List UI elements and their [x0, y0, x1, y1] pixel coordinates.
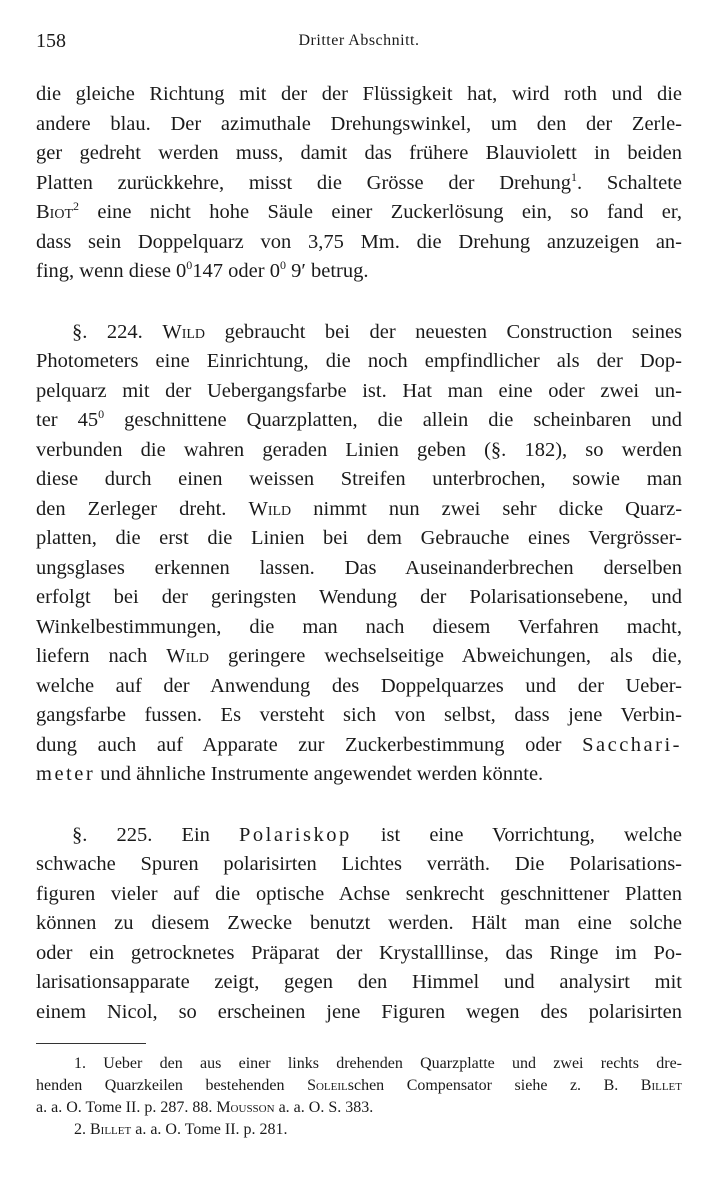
footnotes	[36, 1053, 682, 1141]
author-name: Biot	[36, 201, 73, 223]
text-span: schen Compensator siehe z. B.	[347, 1077, 619, 1094]
paragraph-gap	[36, 790, 682, 821]
text-line: oder ein getrocknetes Präparat der Krystalllinse, das Ringe im Po-	[36, 941, 682, 964]
footnote-ref: 1	[570, 169, 577, 184]
text-line	[36, 169, 682, 199]
degree-sign: 0	[98, 407, 105, 421]
section-number: §. 224.	[72, 320, 143, 343]
footnote-ref: 2	[73, 199, 79, 213]
text-span: eine nicht hohe Säule einer Zuckerlösung ein, so fand er,	[97, 201, 682, 223]
text-line: schwache Spuren polarisirten Lichtes verräth. Die Polarisations-	[36, 853, 682, 875]
text-line: die gleiche Richtung mit der der Flüssigkeit hat, wird roth und die	[36, 83, 682, 105]
footnote-line	[36, 1097, 682, 1119]
text-line: dass sein Doppelquarz von 3,75 Mm. die Drehung anzuzeigen an-	[36, 230, 682, 253]
text-line: welche auf der Anwendung des Doppelquarzes und der Ueber-	[36, 674, 682, 697]
text-span: den Zerleger dreht.	[36, 497, 227, 520]
text-line	[36, 731, 682, 761]
text-line: Winkelbestimmungen, die man nach diesem Verfahren macht,	[36, 615, 682, 638]
text-span: §. 225. Ein	[72, 823, 210, 846]
text-line	[36, 642, 682, 672]
degree-sign: 0	[279, 258, 286, 272]
text-span: geschnittene Quarzplatten, die allein die scheinbaren und	[104, 409, 682, 431]
text-span: a. a. O. Tome II. p. 287. 88.	[36, 1099, 213, 1116]
text-line: larisationsapparate zeigt, gegen den Himmel und analysirt mit	[36, 971, 682, 993]
text-line: einem Nicol, so erscheinen jene Figuren wegen des polarisirten	[36, 1000, 682, 1023]
text-span: 9′ betrug.	[285, 260, 369, 282]
text-line	[36, 760, 682, 790]
text-line: gangsfarbe fussen. Es versteht sich von selbst, dass jene Verbin-	[36, 704, 682, 726]
paragraph-1	[36, 80, 682, 287]
text-line: können zu diesem Zwecke benutzt werden. Hält man eine solche	[36, 912, 682, 934]
author-name: Mousson	[216, 1099, 275, 1116]
text-line	[36, 821, 682, 851]
text-span: geringere wechselseitige Abweichungen, als die,	[227, 645, 683, 667]
author-name: Wild	[166, 645, 209, 667]
text-span: und ähnliche Instrumente angewendet werden könnte.	[100, 763, 544, 785]
author-name: Billet	[640, 1077, 682, 1094]
emphasized-term: Polariskop	[239, 823, 352, 846]
footnote-line: 1. Ueber den aus einer links drehenden Quarzplatte und zwei rechts dre-	[74, 1055, 682, 1072]
paragraph-2	[36, 318, 682, 790]
text-span: henden Quarzkeilen bestehenden	[36, 1077, 285, 1094]
text-line: ungsglases erkennen lassen. Das Auseinanderbrechen derselben	[36, 556, 682, 579]
degree-sign: 0	[186, 258, 193, 272]
text-line	[36, 257, 682, 287]
text-line	[36, 198, 682, 228]
text-span: fing, wenn diese 0	[36, 260, 187, 282]
text-span: ist eine Vorrichtung, welche	[380, 823, 683, 846]
text-line: ger gedreht werden muss, damit das frühere Blauviolett in beiden	[36, 142, 682, 164]
text-span: gebraucht bei der neuesten Construction seines	[224, 320, 683, 343]
text-span: nimmt nun zwei sehr dicke Quarz-	[313, 497, 683, 520]
text-line: figuren vieler auf die optische Achse senkrecht geschnittener Platten	[36, 882, 682, 905]
text-line: diese durch einen weissen Streifen unterbrochen, sowie man	[36, 468, 682, 490]
text-line: platten, die erst die Linien bei dem Gebrauche eines Vergrösser-	[36, 527, 682, 549]
author-name: Wild	[162, 320, 206, 343]
text-line	[36, 495, 682, 525]
text-span: dung auch auf Apparate zur Zuckerbestimmung oder	[36, 733, 562, 756]
text-span: Platten zurückkehre, misst die Grösse der Drehung	[36, 171, 571, 194]
text-line: Photometers eine Einrichtung, die noch empfindlicher als der Dop-	[36, 350, 682, 372]
author-name: Billet	[90, 1121, 132, 1138]
text-span: 147 oder 0	[192, 260, 280, 282]
page-header	[36, 30, 682, 62]
author-name: Soleil	[307, 1077, 348, 1094]
footnote-line	[36, 1075, 682, 1097]
text-span: 2.	[74, 1121, 86, 1138]
text-line	[36, 318, 682, 348]
paragraph-gap	[36, 287, 682, 318]
text-line: erfolgt bei der geringsten Wendung der Polarisationsebene, und	[36, 586, 682, 608]
footnote-rule	[36, 1043, 146, 1044]
text-line: andere blau. Der azimuthale Drehungswinkel, um den der Zerle-	[36, 112, 682, 135]
running-head: Dritter Abschnitt.	[298, 32, 420, 49]
footnote-line	[36, 1119, 682, 1141]
text-span: ter 45	[36, 409, 99, 431]
text-line: pelquarz mit der Uebergangsfarbe ist. Hat man eine oder zwei un-	[36, 379, 682, 402]
text-span: a. a. O. S. 383.	[278, 1099, 374, 1116]
text-span: . Schaltete	[576, 171, 682, 194]
text-span: liefern nach	[36, 645, 148, 667]
author-name: Wild	[248, 497, 292, 520]
emphasized-term: meter	[36, 763, 96, 785]
paragraph-3	[36, 821, 682, 1028]
body-text	[36, 80, 682, 1027]
emphasized-term: Sacchari-	[582, 733, 683, 756]
page-number: 158	[36, 30, 66, 52]
text-line: verbunden die wahren geraden Linien geben (§. 182), so werden	[36, 438, 682, 461]
text-span: a. a. O. Tome II. p. 281.	[135, 1121, 288, 1138]
text-line	[36, 406, 682, 436]
